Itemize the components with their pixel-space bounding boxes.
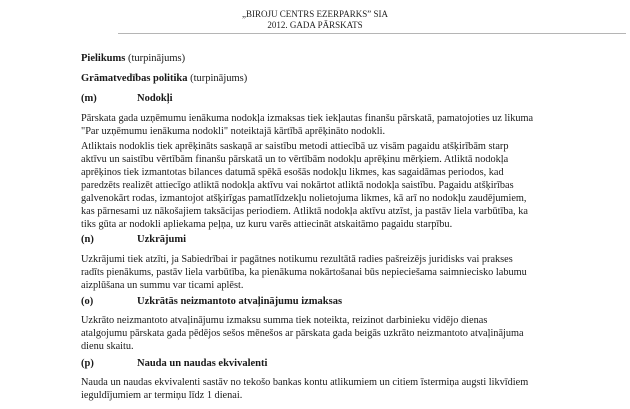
policy-heading: Grāmatvedības politika (turpinājums): [81, 73, 248, 84]
paragraph-deferred-tax: Atliktais nodoklis tiek aprēķināts saskaņā ar saistību metodi attiecībā uz visām pagaidu atšķirībām starp aktīvu un saistību vērtībām finanšu pārskatā un to vērtībām nodokļu aprēķinu mērķiem. Atliktā nodokļa aprēķinos tiek izmantotas bilances datumā spēkā esošās nodokļu likmes, kas sagaidāmas periodos, kad paredzēts realizēt attiecīgo atliktā nodokļa aktīvu vai nokārtot atliktā nodokļa saistību. Pagaidu atšķirības galvenokārt rodas, izmantojot atšķirīgas pamatlīdzekļu nolietojuma likmes, kā arī no nodokļu zaudējumiem, kas pārnesami uz nākošajiem taksācijas periodiem. Atliktā nodokļa aktīvu atzīst, ja pastāv liela varbūtība, ka tiks gūta ar nodokli apliekama peļņa, uz kuru varēs attiecināt atskaitāmo pagaidu starpību.: [81, 141, 528, 230]
company-name: „BIROJU CENTRS EZERPARKS” SIA: [242, 9, 388, 19]
report-title: 2012. GADA PĀRSKATS: [267, 20, 363, 30]
section-heading-o: (o) Uzkrātās neizmantoto atvaļinājumu izmaksas: [81, 296, 343, 307]
paragraph-provisions: Uzkrājumi tiek atzīti, ja Sabiedrībai ir pagātnes notikumu rezultātā radies pašreizējs juridisks vai prakses radīts pienākums, pastāv liela varbūtība, ka pienākuma nokārtošanai būs nepieciešama saimniecisko labumu aizplūšana un summu var ticami aplēst.: [81, 254, 527, 291]
header-rule: [118, 33, 626, 34]
paragraph-vacation-accruals: Uzkrāto neizmantoto atvaļinājumu izmaksu summa tiek noteikta, reizinot darbinieku vidējo dienas atalgojumu pārskata gada pēdējos sešos mēnešos ar pārskata gada beigās uzkrāto neizmantoto atvaļinājuma dienu skaitu.: [81, 315, 524, 352]
section-heading-p: (p) Nauda un naudas ekvivalenti: [81, 358, 268, 369]
section-heading-n: (n) Uzkrājumi: [81, 234, 186, 245]
section-heading-m: (m) Nodokļi: [81, 93, 173, 104]
paragraph-tax-expense: Pārskata gada uzņēmumu ienākuma nodokļa izmaksas tiek iekļautas finanšu pārskatā, pamatojoties uz likuma "Par uzņēmumu ienākuma nodokli" noteiktajā kārtībā aprēķināto nodokli.: [81, 113, 534, 137]
page-header: [0, 9, 630, 31]
appendix-heading: Pielikums (turpinājums): [81, 53, 186, 64]
paragraph-cash: Nauda un naudas ekvivalenti sastāv no tekošo bankas kontu atlikumiem un citiem īstermiņa augsti likvīdiem ieguldījumiem ar termiņu līdz 1 dienai.: [81, 377, 529, 401]
